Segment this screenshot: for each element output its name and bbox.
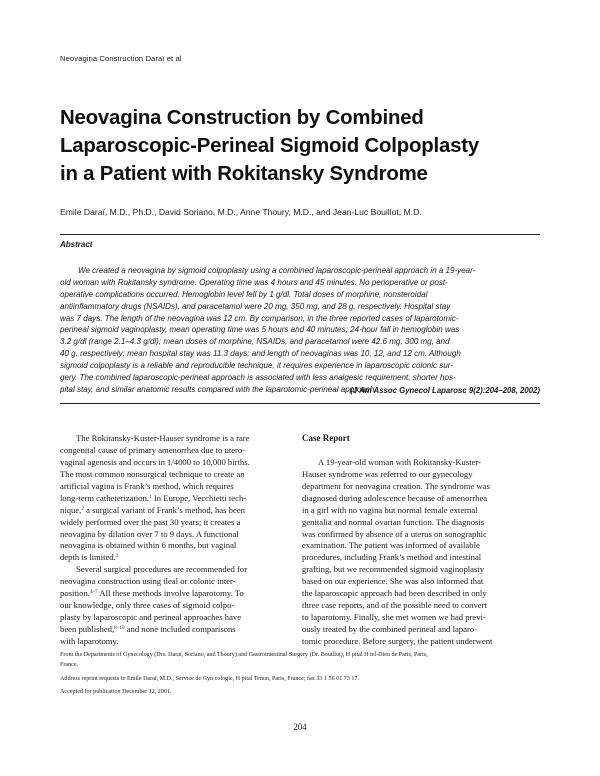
left-column — [60, 433, 280, 648]
abstract-line: 40 g, respectively; mean hospital stay was 11.3 days; and length of neovaginas was 10, 12, and 12 cm. Although — [60, 349, 461, 359]
body-text: a surgical variant of Frank’s method, has been — [86, 504, 245, 515]
body-line: the laparoscopic approach had been described in only — [302, 588, 487, 599]
body-line: in a girl with no vagina but normal female external — [302, 504, 478, 515]
body-line: to laparotomy. Finally, she met women we had previ- — [302, 612, 486, 623]
reference-marker: 8–10 — [114, 625, 125, 631]
body-line: was confirmed by absence of a uterus on sonographic — [302, 528, 487, 539]
body-line: artificial vagina is Frank’s method, which requires — [60, 480, 234, 491]
body-text: and none included comparisons — [126, 624, 236, 634]
body-line: The most common nonsurgical technique to create an — [60, 468, 245, 479]
body-line — [60, 505, 280, 517]
body-line: neovagina construction using ileal or colonic inter- — [60, 576, 236, 587]
page-number: 204 — [293, 722, 307, 732]
abstract-line: antiinflammatory drugs (NSAIDs), and paracetamol were 20 mg, 350 mg, and 28 g, respectively. Hospital stay — [60, 301, 451, 311]
abstract-line: sigmoid colpoplasty is a reliable and reproducible technique, it requires experience in laparoscopic colonic sur- — [60, 361, 454, 371]
body-line: Hauser syndrome was referred to our gynecology — [302, 468, 473, 479]
reference-marker: 3 — [115, 553, 119, 560]
body-line: with laparotomy. — [60, 635, 119, 646]
body-line: plasty by laparoscopic and perineal approaches have — [60, 612, 242, 623]
abstract-line: 3.2 g/dl (range 2.1–4.3 g/dl); mean doses of morphine, NSAIDs, and paracetamol were 42.6 mg, 300 mg, and — [60, 337, 450, 347]
abstract-top-rule — [60, 234, 540, 235]
right-column — [302, 433, 540, 648]
abstract-line: We created a neovagina by sigmoid colpoplasty using a combined laparoscopic-perineal approach in a 19-year- — [78, 266, 476, 275]
body-line — [60, 552, 280, 564]
footnotes — [60, 650, 540, 701]
title-line: in a Patient with Rokitansky Syndrome — [60, 163, 428, 185]
body-text: long-term catheterization. — [60, 492, 150, 503]
body-line — [60, 588, 280, 600]
body-line: diagnosed during adolescence because of amenorrhea — [302, 492, 488, 503]
accepted-note — [60, 687, 540, 697]
body-text: In Europe, Vecchietti tech- — [153, 492, 247, 503]
reference-marker: 1 — [149, 493, 152, 500]
affiliation-note — [60, 650, 540, 671]
abstract-line: gery. The combined laparoscopic-perineal approach is associated with less analgesic requirement, shorter hos- — [60, 373, 456, 383]
running-head: Neovagina Construction Daraï et al — [60, 54, 182, 63]
section-spacer — [302, 445, 540, 457]
footnote-line: From the Departments of Gynecology (Drs. Daraï, Soriano, and Thoury) and Gastrointestinal Surgery (Dr. Bouillot), H pital H tel-Dieu de Paris, Paris, — [60, 652, 428, 658]
abstract-heading: Abstract — [60, 240, 93, 249]
author-list: Emile Daraï, M.D., Ph.D., David Soriano, M.D., Anne Thoury, M.D., and Jean-Luc Bouillot, M.D. — [60, 207, 422, 217]
body-line: grafting, but we recommended sigmoid vaginoplasty — [302, 564, 485, 575]
body-text: position. — [60, 588, 90, 599]
body-line: department for neovagina creation. The syndrome was — [302, 480, 490, 491]
body-line: genitalia and normal ovarian function. The diagnosis — [302, 516, 485, 527]
body-line: The Rokitansky-Kuster-Hauser syndrome is a rare — [76, 433, 250, 443]
footnote-line: Accepted for publication December 12, 2001. — [60, 689, 172, 696]
body-text: All these methods involve laparotomy. To — [99, 588, 244, 599]
body-line: three case reports, and of the possible need to convert — [302, 600, 487, 611]
reference-marker: 2 — [81, 505, 84, 512]
body-text: been published, — [60, 624, 115, 634]
body-text: nique, — [60, 504, 82, 515]
abstract-line: operative complications occurred. Hemoglobin level fell by 1 g/dl. Total doses of morphine, nonsteroidal — [60, 289, 428, 299]
body-line: based on our experience. She was also informed that — [302, 576, 484, 587]
body-line — [60, 624, 280, 636]
footnote-line: France. — [60, 662, 79, 669]
body-text: depth is limited. — [60, 552, 116, 563]
abstract-bottom-rule — [60, 403, 540, 404]
body-line: our knowledge, only three cases of sigmoid colpo- — [60, 600, 235, 611]
body-line: neovagina by dilation over 7 to 9 days. A functional — [60, 528, 239, 539]
body-line: tomic procedure. Before surgery, the patient underwent — [302, 635, 493, 646]
body-line: vaginal agenesis and occurs in 1/4000 to 10,000 births. — [60, 456, 250, 467]
body-line: Several surgical procedures are recommended for — [76, 564, 248, 575]
abstract-text — [60, 265, 540, 396]
body-line: neovagina is obtained within 6 months, but vaginal — [60, 540, 237, 551]
body-line: A 19-year-old woman with Rokitansky-Kuster- — [318, 456, 482, 467]
body-line — [60, 493, 280, 505]
reference-marker: 4–7 — [89, 589, 98, 596]
body-line: widely performed over the past 30 years; it creates a — [60, 516, 241, 527]
abstract-line: old woman with Rokitansky syndrome. Operating time was 4 hours and 45 minutes. No perioperative or post- — [60, 277, 448, 287]
body-line: ously treated by the combined perineal and laparo- — [302, 624, 478, 634]
body-line: examination. The patient was informed of available — [302, 540, 480, 551]
abstract-line: was 7 days. The length of the neovagina was 12 cm. By comparison, in the three reported cases of laparotomic- — [60, 313, 459, 323]
section-heading: Case Report — [302, 433, 350, 443]
abstract-line: perineal sigmoid vaginoplasty, mean operating time was 5 hours and 40 minutes; 24-hour fall in hemoglobin was — [60, 325, 460, 335]
journal-citation: (J Am Assoc Gynecol Laparosc 9(2):204–208, 2002) — [350, 386, 540, 395]
body-line: congenital cause of primary amenorrhea due to utero- — [60, 444, 246, 455]
title-line: Laparoscopic-Perineal Sigmoid Colpoplasty — [60, 135, 479, 157]
reprint-note — [60, 674, 540, 684]
footnote-line: Address reprint requests to Emile Daraï, M.D., Service de Gyn cologie, H pital Tenon, Paris, France; fax 33 1 56 01 73 17. — [60, 675, 360, 682]
article-title — [60, 104, 540, 188]
body-line: procedures, including Frank’s method and intestinal — [302, 552, 482, 563]
title-line: Neovagina Construction by Combined — [60, 107, 424, 129]
abstract-line: pital stay, and similar anatomic results compared with the laparotomic-perineal approach. — [60, 384, 377, 394]
